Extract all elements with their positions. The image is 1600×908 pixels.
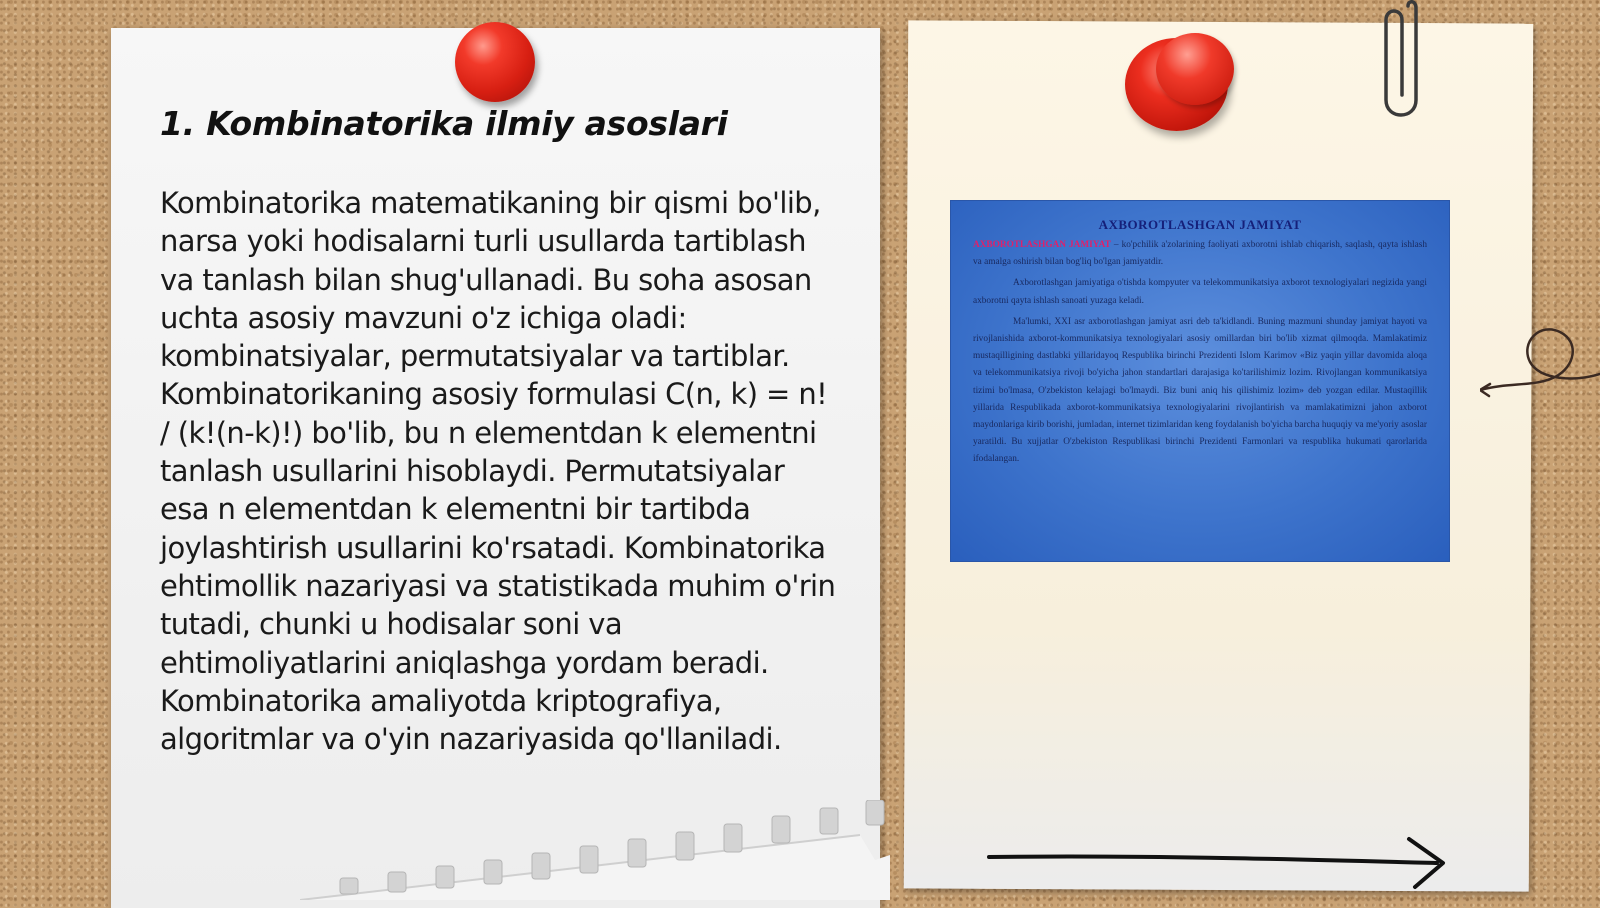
document-paragraph-rest: – ko'pchilik a'zolarining faoliyati axborotni ishlab chiqarish, saqlash, qayta ishlash va amalga oshirish bilan bog'liq bo'lgan jamiyatdir. (973, 240, 1427, 268)
document-heading: AXBOROTLASHGAN JAMIYAT (1098, 217, 1302, 232)
document-paragraph (973, 237, 1427, 271)
push-pin-icon (1156, 33, 1234, 105)
document-image (950, 200, 1450, 562)
string-decoration (1480, 312, 1600, 404)
section-title: 1. Kombinatorika ilmiy asoslari (160, 104, 728, 143)
torn-notebook-strip (300, 800, 890, 900)
arrow-right-icon (985, 835, 1451, 891)
paperclip-icon (1378, 0, 1422, 125)
document-paragraph: Axborotlashgan jamiyatiga o'tishda kompyuter va telekommunikatsiya axborot texnologiyalari negizida yangi axborotni qayta ishlash sanoati yuzaga keladi. (973, 278, 1427, 306)
document-term: AXBOROTLASHGAN JAMIYAT (973, 240, 1111, 250)
body-paragraph: Kombinatorika matematikaning bir qismi bo'lib, narsa yoki hodisalarni turli usullarda tartiblash va tanlash bilan shug'ullanadi. Bu soha asosan uchta asosiy mavzuni o'z ichiga oladi: kombinatsiyalar, permutatsiyalar va tartiblar. Kombinatorikaning asosiy formulasi C(n, k) = n! / (k!(n-k)!) bo'lib, bu n elementdan k elementni tanlash usullarini hisoblaydi. Permutatsiyalar esa n elementdan k elementni bir tartibda joylashtirish usullarini ko'rsatadi. Kombinatorika ehtimollik nazariyasi va statistikada muhim o'rin tutadi, chunki u hodisalar soni va ehtimoliyatlarini aniqlashga yordam beradi. Kombinatorika amaliyotda kriptografiya, algoritmlar va o'yin nazariyasida qo'llaniladi. (160, 186, 836, 757)
document-paragraph: Ma'lumki, XXI asr axborotlashgan jamiyat asri deb ta'kidlandi. Buning mazmuni shunday jamiyat hayoti va rivojlanishida axborot-kommunikatsiya texnologiyalari asosiy omillardan biri bo'lib xizmat qilmoqda. Mamlakatimiz mustaqilligining dastlabki yillaridayoq Respublika birinchi Prezidenti Islom Karimov «Biz yaqin yillar davomida aloqa va telekommunikatsiya rivoji bo'yicha jahon standartlari darajasiga ko'tarilishimiz lozim. Rivojlangan kommunikatsiya tizimi bo'lmasa, O'zbekiston kelajagi bo'lmaydi. Biz buni aniq his qilishimiz lozim» deb yozgan edilar. Mustaqillik yillarida Respublikada axborot-kommunikatsiya texnologiyalarini rivojlantirish va mamlakatimizni jahon axborot maydonlariga kirib borishi, jumladan, internet tizimlaridan keng foydalanish bo'yicha barcha huquqiy va me'yoriy asoslar yaratildi. Bu xujjatlar O'zbekiston Respublikasi birinchi Prezidenti Farmonlari va respublika hukumati qarorlarida ifodalangan. (973, 316, 1427, 465)
push-pin-icon (455, 22, 535, 102)
